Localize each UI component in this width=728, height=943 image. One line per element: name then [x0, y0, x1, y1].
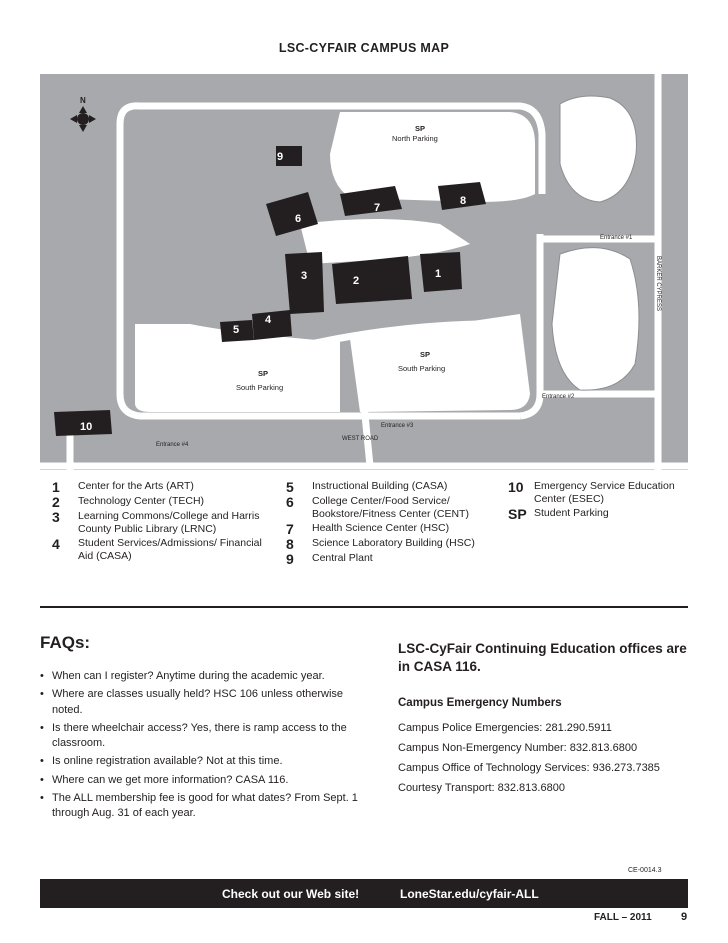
south-parking-label-east: South Parking: [398, 364, 446, 373]
barker-cypress-label: BARKER CYPRESS: [655, 256, 661, 312]
emergency-number: Courtesy Transport: 832.813.6800: [398, 782, 565, 794]
faq-item: • The ALL membership fee is good for what dates? From Sept. 1 through Aug. 31 of each year.: [40, 791, 370, 822]
legend-item: 4 Student Services/Admissions/ Financial Aid (CASA): [52, 536, 262, 562]
section-divider: [40, 606, 688, 608]
faq-item: • Is there wheelchair access? Yes, there is ramp access to the classroom.: [40, 721, 370, 752]
compass-label: N: [80, 96, 86, 105]
website-banner: [40, 879, 688, 908]
legend-item: 2 Technology Center (TECH): [52, 494, 205, 510]
entrance-4-label: Entrance #4: [156, 442, 189, 448]
pond-south: [552, 248, 639, 391]
legend-item: 5 Instructional Building (CASA): [286, 479, 448, 495]
continuing-education-note: LSC-CyFair Continuing Education offices are in CASA 116.: [398, 641, 687, 674]
legend-item: 10 Emergency Service Education Center (ESEC): [508, 479, 675, 505]
entrance-3-label: Entrance #3: [381, 423, 414, 429]
campus-map: [40, 74, 688, 470]
emergency-numbers-list: [398, 718, 660, 798]
document-code: CE-0014.3: [628, 867, 662, 874]
footer-season: FALL – 2011: [594, 912, 652, 923]
sp-label-south-east: SP: [420, 350, 431, 359]
faq-item: • When can I register? Anytime during the academic year.: [40, 669, 370, 684]
entrance-1-label: Entrance #1: [600, 235, 633, 241]
sp-label-north: SP: [415, 124, 426, 133]
emergency-number: Campus Police Emergencies: 281.290.5911: [398, 722, 612, 734]
legend-item: 6 College Center/Food Service/ Bookstore/Fitness Center (CENT): [286, 494, 469, 520]
map-number-1: 1: [435, 268, 442, 280]
emergency-number: Campus Non-Emergency Number: 832.813.6800: [398, 742, 638, 754]
legend-item: 1 Center for the Arts (ART): [52, 479, 194, 495]
north-parking-lot: [330, 112, 535, 202]
map-number-2: 2: [353, 275, 360, 287]
west-road-label: WEST ROAD: [342, 436, 379, 442]
map-number-9: 9: [277, 151, 284, 163]
building-2: [332, 256, 412, 304]
page-title: LSC-CYFAIR CAMPUS MAP: [278, 41, 450, 55]
legend-column-1: [52, 480, 272, 564]
faq-item: • Is online registration available? Not at this time.: [40, 754, 370, 769]
banner-text: Check out our Web site!: [222, 887, 360, 901]
map-number-10: 10: [80, 421, 93, 433]
map-number-8: 8: [460, 195, 467, 207]
legend-column-2: [286, 480, 486, 567]
sp-label-south-west: SP: [258, 369, 269, 378]
website-link[interactable]: LoneStar.edu/cyfair-ALL: [400, 887, 539, 901]
entrance-2-label: Entrance #2: [542, 394, 575, 400]
legend-column-3: [508, 480, 688, 522]
page-number: 9: [681, 911, 688, 923]
south-parking-label-west: South Parking: [236, 383, 284, 392]
map-number-3: 3: [301, 270, 308, 282]
legend-item: 9 Central Plant: [286, 551, 373, 567]
emergency-numbers-heading: Campus Emergency Numbers: [398, 697, 562, 709]
map-number-7: 7: [374, 202, 381, 214]
map-number-6: 6: [295, 213, 302, 225]
north-parking-label: North Parking: [392, 134, 438, 143]
map-number-5: 5: [233, 324, 240, 336]
building-3: [285, 252, 324, 314]
emergency-number: Campus Office of Technology Services: 936.273.7385: [398, 762, 660, 774]
faq-list: [40, 669, 370, 825]
map-number-4: 4: [265, 314, 272, 326]
legend-item: SP Student Parking: [508, 506, 609, 522]
faq-item: • Where can we get more information? CASA 116.: [40, 773, 370, 788]
legend-item: 8 Science Laboratory Building (HSC): [286, 536, 475, 552]
faq-item: • Where are classes usually held? HSC 106 unless otherwise noted.: [40, 687, 370, 718]
legend-item: 3 Learning Commons/College and Harris County Public Library (LRNC): [52, 509, 260, 535]
building-4: [252, 310, 292, 340]
legend-item: 7 Health Science Center (HSC): [286, 521, 450, 537]
faq-heading: FAQs:: [40, 633, 91, 652]
